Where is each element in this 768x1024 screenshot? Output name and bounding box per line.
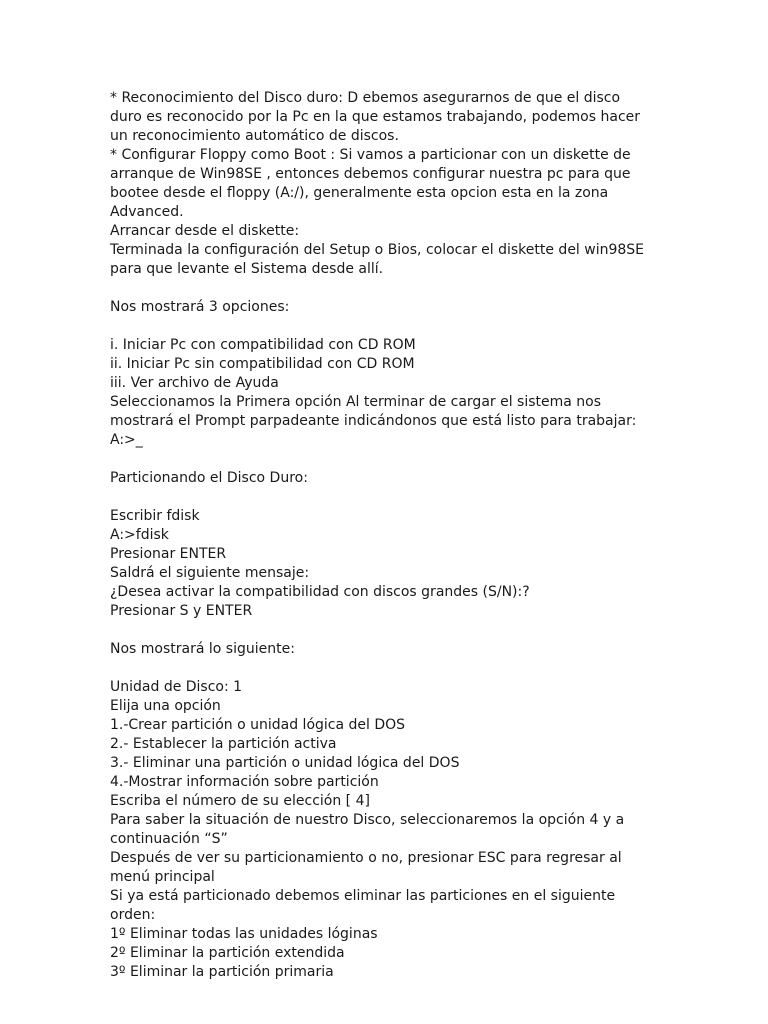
paragraph-line: un reconocimiento automático de discos. [110,128,399,144]
step-line: A:>fdisk [110,527,169,543]
menu-line: continuación “S” [110,831,228,847]
paragraph-line: bootee desde el floppy (A:/), generalmente esta opcion esta en la zona [110,185,609,201]
blank-line [110,279,730,298]
menu-line: Para saber la situación de nuestro Disco, seleccionaremos la opción 4 y a [110,812,625,828]
menu-line: 2º Eliminar la partición extendida [110,945,345,961]
paragraph-line: * Configurar Floppy como Boot : Si vamos a particionar con un diskette de [110,147,631,163]
menu-line: Unidad de Disco: 1 [110,679,243,695]
paragraph-line: Terminada la configuración del Setup o Bios, colocar el diskette del win98SE [110,242,645,258]
menu-line: 1º Eliminar todas las unidades lóginas [110,926,378,942]
paragraph-line: Seleccionamos la Primera opción Al terminar de cargar el sistema nos [110,394,602,410]
menu-line: 4.-Mostrar información sobre partición [110,774,379,790]
option-item: i. Iniciar Pc con compatibilidad con CD ROM [110,337,416,353]
menu-line: Si ya está particionado debemos eliminar las particiones en el siguiente [110,888,616,904]
paragraph-line: arranque de Win98SE , entonces debemos configurar nuestra pc para que [110,166,631,182]
menu-line: Escriba el número de su elección [ 4] [110,793,370,809]
option-item: ii. Iniciar Pc sin compatibilidad con CD ROM [110,356,415,372]
menu-line: 2.- Establecer la partición activa [110,736,337,752]
paragraph-line: para que levante el Sistema desde allí. [110,261,384,277]
paragraph-line: mostrará el Prompt parpadeante indicándonos que está listo para trabajar: [110,413,637,429]
step-line: Escribir fdisk [110,508,200,524]
section-heading-partitioning: Particionando el Disco Duro: [110,470,308,486]
menu-line: Después de ver su particionamiento o no, presionar ESC para regresar al [110,850,622,866]
document-page [110,89,730,982]
section-heading-boot: Arrancar desde el diskette: [110,223,300,239]
step-line: Presionar S y ENTER [110,603,253,619]
step-line: Presionar ENTER [110,546,227,562]
blank-line [110,659,730,678]
menu-line: Elija una opción [110,698,221,714]
step-line: Saldrá el siguiente mensaje: [110,565,310,581]
menu-line: 1.-Crear partición o unidad lógica del DOS [110,717,406,733]
menu-line: 3º Eliminar la partición primaria [110,964,334,980]
blank-line [110,488,730,507]
menu-line: 3.- Eliminar una partición o unidad lógica del DOS [110,755,460,771]
option-item: iii. Ver archivo de Ayuda [110,375,279,391]
section-heading-menu: Nos mostrará lo siguiente: [110,641,295,657]
blank-line [110,317,730,336]
menu-line: menú principal [110,869,215,885]
blank-line [110,450,730,469]
paragraph-line: * Reconocimiento del Disco duro: D ebemos asegurarnos de que el disco [110,90,621,106]
blank-line [110,621,730,640]
paragraph-line: Advanced. [110,204,184,220]
menu-line: orden: [110,907,156,923]
prompt-text: A:>_ [110,432,143,448]
step-line: ¿Desea activar la compatibilidad con discos grandes (S/N):? [110,584,530,600]
paragraph-line: duro es reconocido por la Pc en la que estamos trabajando, podemos hacer [110,109,641,125]
section-heading-options: Nos mostrará 3 opciones: [110,299,290,315]
